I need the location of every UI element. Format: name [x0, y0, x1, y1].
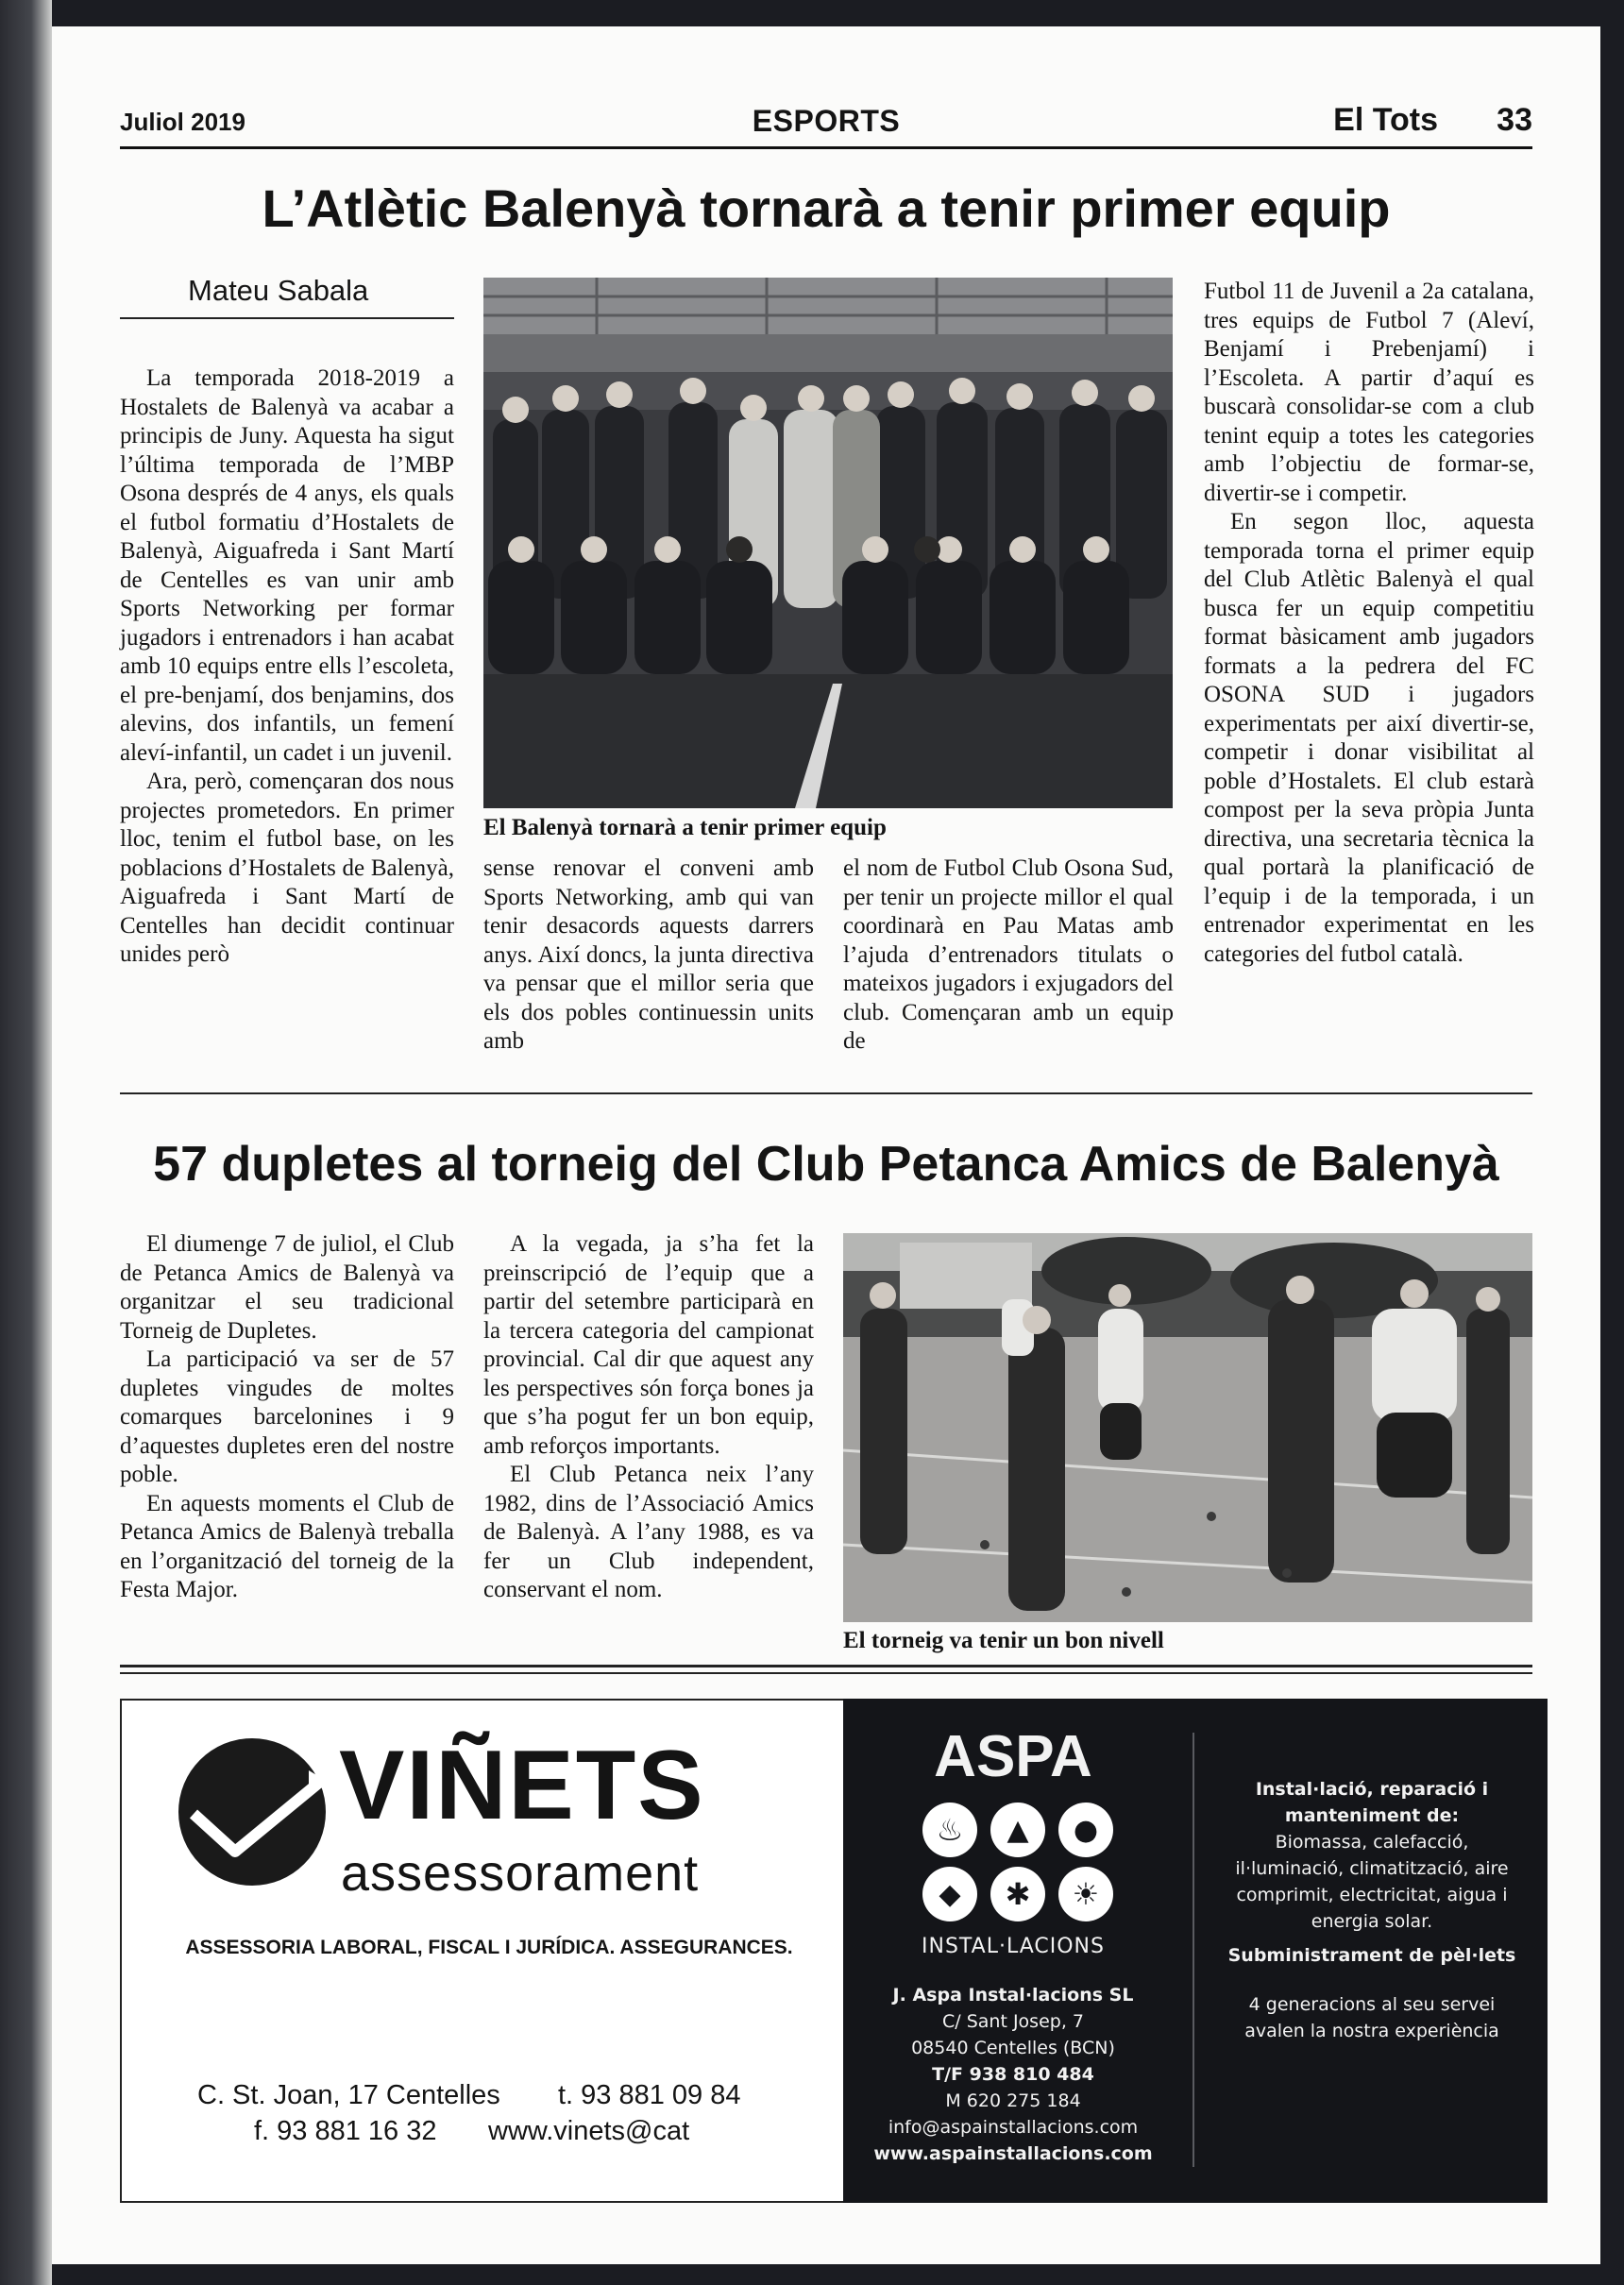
lightbulb-icon: ● [1058, 1803, 1113, 1857]
water-drop-icon: ◆ [922, 1867, 977, 1921]
article1-column4 [1204, 278, 1534, 969]
article1-byline: Mateu Sabala [120, 274, 454, 319]
vinets-brand: VIÑETS [339, 1731, 705, 1840]
vinets-checkmark-logo-icon [177, 1736, 328, 1887]
petanque-photo-image [843, 1233, 1532, 1622]
aspa-city: 08540 Centelles (BCN) [911, 2038, 1115, 2058]
paragraph: sense renovar el conveni amb Sports Networking, amb qui van tenir desacords aquests darrers anys. Així doncs, la junta directiva va pensar que el millor seria que els dos pobles continuessin units amb [483, 855, 814, 1054]
heating-icon: ♨ [922, 1803, 977, 1857]
aspa-contact [843, 1982, 1183, 2167]
article2-column1 [120, 1230, 454, 1605]
paragraph: En segon lloc, aquesta temporada torna el primer equip del Club Atlètic Balenyà el qual busca fer un equip competitiu format bàsicament amb jugadors formats a la pedrera del FC OSONA SUD i jugadors experimentats per així divertir-se, competir i donar visibilitat al poble d’Hostalets. El club estarà compost per la seva pròpia Junta directiva, una secretaria tècnica la qual portarà la planificació de l’equip i de la temporada, i un entrenador experimentat en les categories del futbol català. [1204, 509, 1534, 967]
article1-column1 [120, 364, 454, 970]
aspa-services [1221, 1776, 1523, 2044]
article1-column2 [483, 855, 814, 1057]
snowflake-icon: ✱ [990, 1867, 1045, 1921]
issue-date: Juliol 2019 [120, 108, 245, 136]
aspa-pellets: Subministrament de pèl·lets [1227, 1945, 1516, 1966]
paragraph: El diumenge 7 de juliol, el Club de Petanca Amics de Balenyà va organitzar el seu tradicional Torneig de Dupletes. [120, 1231, 454, 1344]
paragraph: Futbol 11 de Juvenil a 2a catalana, tres equips de Futbol 7 (Aleví, Benjamí i Prebenjamí) i l’Escoleta. A partir d’aquí es buscarà consolidar-se com a club tenint equip a totes les categories amb l’objectiu de formar-se, divertir-se i competir. [1204, 279, 1534, 506]
publication-name: El Tots [1333, 102, 1438, 138]
aspa-services-title: Instal·lació, reparació i manteniment de: [1255, 1779, 1489, 1826]
vinets-address: C. St. Joan, 17 Centelles [197, 2080, 500, 2110]
aspa-generations: 4 generacions al seu servei avalen la nostra experiència [1244, 1994, 1499, 2041]
vinets-advertisement[interactable] [120, 1699, 858, 2203]
section-title: ESPORTS [752, 104, 901, 138]
team-photo-caption: El Balenyà tornarà a tenir primer equip [483, 815, 887, 840]
aspa-company: J. Aspa Instal·lacions SL [892, 1985, 1134, 2006]
team-photo-image [483, 278, 1173, 808]
paragraph: La participació va ser de 57 dupletes vingudes de moltes comarques barcelonines i 9 d’aquestes dupletes eren del nostre poble. [120, 1346, 454, 1487]
section-divider [120, 1092, 1532, 1094]
aspa-phone: T/F 938 810 484 [932, 2064, 1094, 2085]
aspa-mobile: M 620 275 184 [945, 2090, 1081, 2111]
flame-icon: ▲ [990, 1803, 1045, 1857]
aspa-email[interactable]: info@aspainstallacions.com [888, 2117, 1139, 2138]
sun-icon: ☀ [1058, 1867, 1113, 1921]
page-number: 33 [1497, 102, 1532, 138]
aspa-advertisement[interactable] [843, 1699, 1548, 2203]
article1-column3 [843, 855, 1174, 1057]
aspa-subtitle: INSTAL·LACIONS [922, 1935, 1105, 1958]
ads-divider-top [120, 1665, 1532, 1667]
vinets-fax: f. 93 881 16 32 [254, 2116, 437, 2146]
aspa-brand: ASPA [934, 1724, 1092, 1789]
paragraph: La temporada 2018-2019 a Hostalets de Balenyà va acabar a principis de Juny. Aquesta ha sigut l’última temporada de l’MBP Osona després de 4 anys, els quals el futbol formatiu d’Hostalets de Balenyà, Aiguafreda i Sant Martí de Centelles es van unir amb Sports Networking per formar jugadors i entrenadors i han acabat amb 10 equips entre ells l’escoleta, el pre-benjamí, dos benjamins, dos alevins, dos infantils, un femení aleví-infantil, un cadet i un juvenil. [120, 365, 454, 766]
vinets-services: ASSESSORIA LABORAL, FISCAL I JURÍDICA. ASSEGURANCES. [185, 1937, 793, 1958]
aspa-website[interactable]: www.aspainstallacions.com [873, 2143, 1153, 2164]
aspa-street: C/ Sant Josep, 7 [942, 2011, 1084, 2032]
aspa-divider [1193, 1733, 1194, 2167]
paragraph: el nom de Futbol Club Osona Sud, per tenir un projecte millor el qual coordinarà en Pau Matas amb l’ajuda d’entrenadors titulats o mateixos jugadors i exjugadors del club. Començaran amb un equip de [843, 855, 1174, 1054]
ads-divider-bottom [120, 1672, 1532, 1674]
newspaper-page [52, 26, 1600, 2264]
paragraph: En aquests moments el Club de Petanca Amics de Balenyà treballa en l’organització del torneig de la Festa Major. [120, 1490, 454, 1602]
petanque-photo [843, 1233, 1532, 1622]
article2-headline: 57 dupletes al torneig del Club Petanca Amics de Balenyà [153, 1137, 1499, 1192]
vinets-phone: t. 93 881 09 84 [558, 2080, 741, 2110]
paragraph: A la vegada, ja s’ha fet la preinscripció de l’equip que a partir del setembre participarà en la tercera categoria del campionat provincial. Cal dir que aquest any les perspectives són força bones ja que s’ha pogut fer un bon equip, amb reforços importants. [483, 1231, 814, 1459]
team-photo [483, 278, 1173, 808]
aspa-service-icons [922, 1803, 1113, 1921]
vinets-website[interactable]: www.vinets@cat [488, 2116, 690, 2146]
petanque-photo-caption: El torneig va tenir un bon nivell [843, 1628, 1164, 1653]
paragraph: El Club Petanca neix l’any 1982, dins de l’Associació Amics de Balenyà. A l’any 1988, es va fer un Club independent, conservant el nom. [483, 1462, 814, 1602]
aspa-services-list: Biomassa, calefacció, il·luminació, climatització, aire comprimit, electricitat, aigua i energia solar. [1235, 1832, 1509, 1932]
scan-edge [0, 0, 52, 2285]
vinets-tagline: assessorament [341, 1845, 700, 1902]
article2-column2 [483, 1230, 814, 1605]
article1-headline: L’Atlètic Balenyà tornarà a tenir primer equip [262, 178, 1391, 238]
paragraph: Ara, però, començaran dos nous projectes prometedors. En primer lloc, tenim el futbol base, on les poblacions d’Hostalets de Balenyà, Aiguafreda i Sant Martí de Centelles han decidit continuar unides però [120, 769, 454, 967]
page-header [120, 102, 1532, 149]
